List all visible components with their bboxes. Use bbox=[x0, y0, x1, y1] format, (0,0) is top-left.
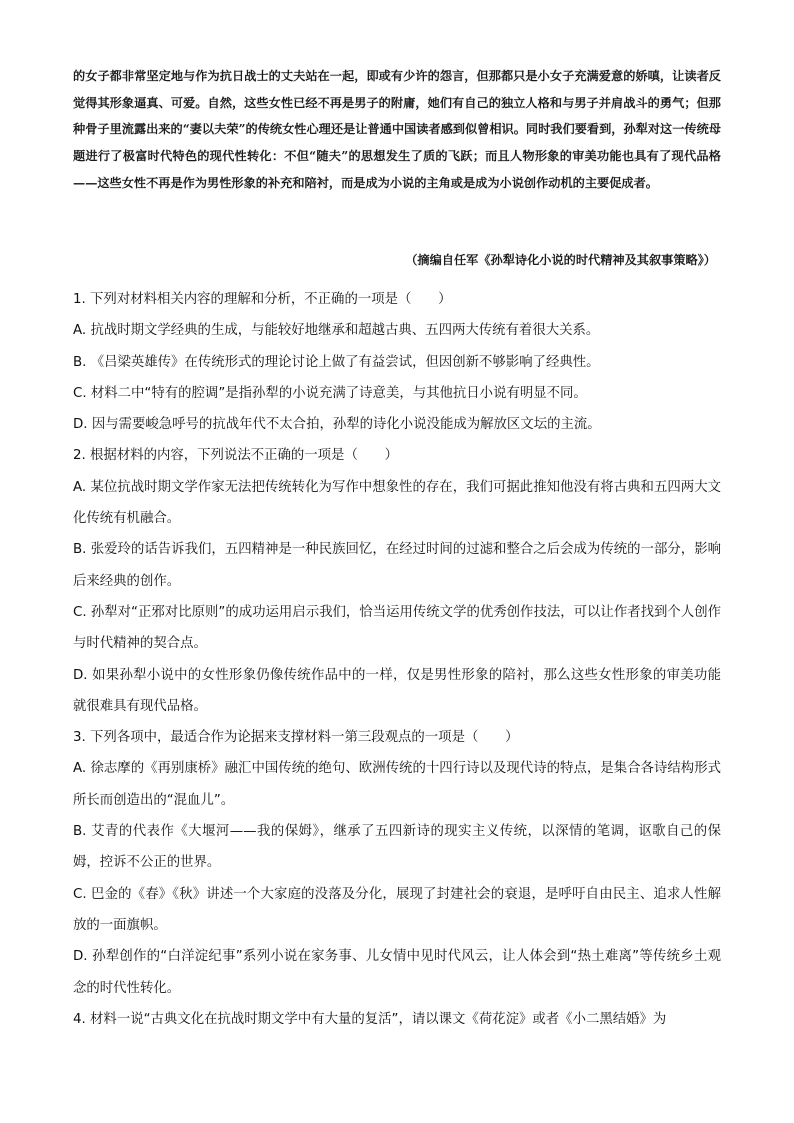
excerpt-paragraph: 的女子都非常坚定地与作为抗日战士的丈夫站在一起，即或有少许的怨言，但那都只是小女子充满爱意的娇嗔，让读者反觉得其形象逼真、可爱。自然，这些女性已经不再是男子的附庸，她们有自己的独立人格和与男子并肩战斗的勇气；但那种骨子里流露出来的“妻以夫荣”的传统女性心理还是让普通中国读者感到似曾相识。同时我们要看到，孙犁对这一传统母题进行了极富时代特色的现代性转化：不但“随夫”的思想发生了质的飞跃；而且人物形象的审美功能也具有了现代品格——这些女性不再是作为男性形象的补充和陪衬，而是成为小说的主角或是成为小说创作动机的主要促成者。 bbox=[73, 69, 721, 190]
question-4 bbox=[73, 1004, 721, 1035]
question-stem: 4. 材料一说“古典文化在抗战时期文学中有大量的复活”，请以课文《荷花淀》或者《小二黑结婚》为 bbox=[73, 1011, 667, 1027]
option-c: C. 巴金的《春》《秋》讲述一个大家庭的没落及分化，展现了封建社会的衰退，是呼吁自由民主、追求人性解放的一面旗帜。 bbox=[73, 886, 721, 933]
option-c: C. 孙犁对“正邪对比原则”的成功运用启示我们，恰当运用传统文学的优秀创作技法，可以让作者找到个人创作与时代精神的契合点。 bbox=[73, 604, 721, 652]
option-d: D. 如果孙犁小说中的女性形象仍像传统作品中的一样，仅是男性形象的陪衬，那么这些女性形象的审美功能就很难具有现代品格。 bbox=[73, 667, 721, 714]
question-list bbox=[73, 284, 721, 1035]
question-2 bbox=[73, 440, 721, 722]
excerpt-source-citation: （摘编自任军《孙犁诗化小说的时代精神及其叙事策略》） bbox=[405, 253, 716, 267]
reading-excerpt bbox=[73, 63, 721, 197]
question-stem: 1. 下列对材料相关内容的理解和分析，不正确的一项是（ ） bbox=[73, 292, 452, 307]
question-stem: 3. 下列各项中，最适合作为论据来支撑材料一第三段观点的一项是（ ） bbox=[73, 730, 519, 746]
option-a: A. 某位抗战时期文学作家无法把传统转化为写作中想象性的存在，我们可据此推知他没有将古典和五四两大文化传统有机融合。 bbox=[73, 479, 721, 527]
option-b: B. 张爱玲的话告诉我们，五四精神是一种民族回忆，在经过时间的过滤和整合之后会成为传统的一部分，影响后来经典的创作。 bbox=[73, 542, 721, 589]
option-b: B. 艾青的代表作《大堰河——我的保姆》，继承了五四新诗的现实主义传统，以深情的笔调，讴歌自己的保姆，控诉不公正的世界。 bbox=[73, 824, 721, 871]
option-b: B. 《吕梁英雄传》在传统形式的理论讨论上做了有益尝试，但因创新不够影响了经典性。 bbox=[73, 354, 600, 370]
question-stem: 2. 根据材料的内容，下列说法不正确的一项是（ ） bbox=[73, 448, 399, 464]
option-d: D. 因与需要峻急呼号的抗战年代不太合拍，孙犁的诗化小说没能成为解放区文坛的主流。 bbox=[73, 417, 601, 433]
option-a: A. 抗战时期文学经典的生成，与能较好地继承和超越古典、五四两大传统有着很大关系。 bbox=[73, 323, 600, 339]
option-d: D. 孙犁创作的“白洋淀纪事”系列小说在家务事、儿女情中见时代风云，让人体会到“热土难离”等传统乡土观念的时代性转化。 bbox=[73, 949, 721, 996]
option-a: A. 徐志摩的《再别康桥》融汇中国传统的绝句、欧洲传统的十四行诗以及现代诗的特点，是集合各诗结构形式所长而创造出的“混血儿”。 bbox=[73, 761, 721, 808]
question-3 bbox=[73, 722, 721, 1004]
question-1 bbox=[73, 284, 721, 440]
option-c: C. 材料二中“特有的腔调”是指孙犁的小说充满了诗意美，与其他抗日小说有明显不同。 bbox=[73, 385, 587, 401]
